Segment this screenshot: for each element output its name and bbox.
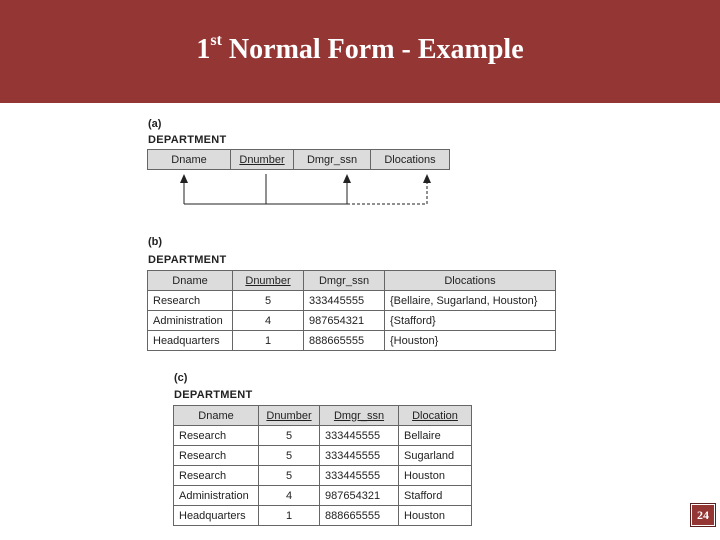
arrowhead-dlocations [423, 174, 431, 183]
cell: Administration [174, 486, 259, 506]
table-row [148, 291, 556, 311]
cell: 333445555 [320, 426, 399, 446]
cell: Bellaire [399, 426, 472, 446]
cell: Research [174, 446, 259, 466]
cell: 888665555 [320, 506, 399, 526]
cell: Sugarland [399, 446, 472, 466]
col-dname: Dname [148, 150, 231, 170]
cell: {Stafford} [385, 311, 556, 331]
table-row [174, 446, 472, 466]
cell: Headquarters [148, 331, 233, 351]
table-row [174, 426, 472, 446]
col-dlocations: Dlocations [371, 150, 450, 170]
page-number-badge: 24 [690, 503, 716, 527]
table-row [148, 311, 556, 331]
cell: 5 [233, 291, 304, 311]
cell: 5 [259, 426, 320, 446]
col-dlocation: Dlocation [399, 406, 472, 426]
cell: 333445555 [320, 466, 399, 486]
cell: 333445555 [320, 446, 399, 466]
cell: Houston [399, 506, 472, 526]
cell: Houston [399, 466, 472, 486]
table-row [174, 466, 472, 486]
col-dnumber: Dnumber [233, 271, 304, 291]
cell: Administration [148, 311, 233, 331]
title-number: 1 [196, 34, 211, 65]
table-name-a: DEPARTMENT [148, 134, 227, 146]
col-dmgr-ssn: Dmgr_ssn [294, 150, 371, 170]
col-dnumber: Dnumber [231, 150, 294, 170]
cell: 1 [233, 331, 304, 351]
cell: 5 [259, 446, 320, 466]
arrowhead-dmgr [343, 174, 351, 183]
cell: Stafford [399, 486, 472, 506]
cell: 4 [259, 486, 320, 506]
col-dnumber: Dnumber [259, 406, 320, 426]
cell: 333445555 [304, 291, 385, 311]
col-dname: Dname [148, 271, 233, 291]
table-name-c: DEPARTMENT [174, 389, 253, 401]
table-row [174, 486, 472, 506]
relation-table-c [173, 405, 472, 526]
cell: 987654321 [320, 486, 399, 506]
relation-table-b [147, 270, 556, 351]
cell: 4 [233, 311, 304, 331]
header-row [148, 271, 556, 291]
col-dname: Dname [174, 406, 259, 426]
figure-label-a: (a) [148, 118, 162, 130]
arrowhead-dname [180, 174, 188, 183]
title-superscript: st [210, 32, 222, 49]
cell: Research [174, 466, 259, 486]
col-dmgr-ssn: Dmgr_ssn [320, 406, 399, 426]
cell: 888665555 [304, 331, 385, 351]
cell: 1 [259, 506, 320, 526]
col-dlocations: Dlocations [385, 271, 556, 291]
cell: {Bellaire, Sugarland, Houston} [385, 291, 556, 311]
title-text: Normal Form - Example [221, 34, 524, 65]
col-dmgr-ssn: Dmgr_ssn [304, 271, 385, 291]
cell: Research [174, 426, 259, 446]
header-row [174, 406, 472, 426]
cell: {Houston} [385, 331, 556, 351]
table-name-b: DEPARTMENT [148, 254, 227, 266]
cell: 987654321 [304, 311, 385, 331]
table-row [174, 506, 472, 526]
table-row [148, 331, 556, 351]
cell: 5 [259, 466, 320, 486]
cell: Research [148, 291, 233, 311]
cell: Headquarters [174, 506, 259, 526]
figure-label-b: (b) [148, 236, 163, 248]
figure-label-c: (c) [174, 372, 188, 384]
